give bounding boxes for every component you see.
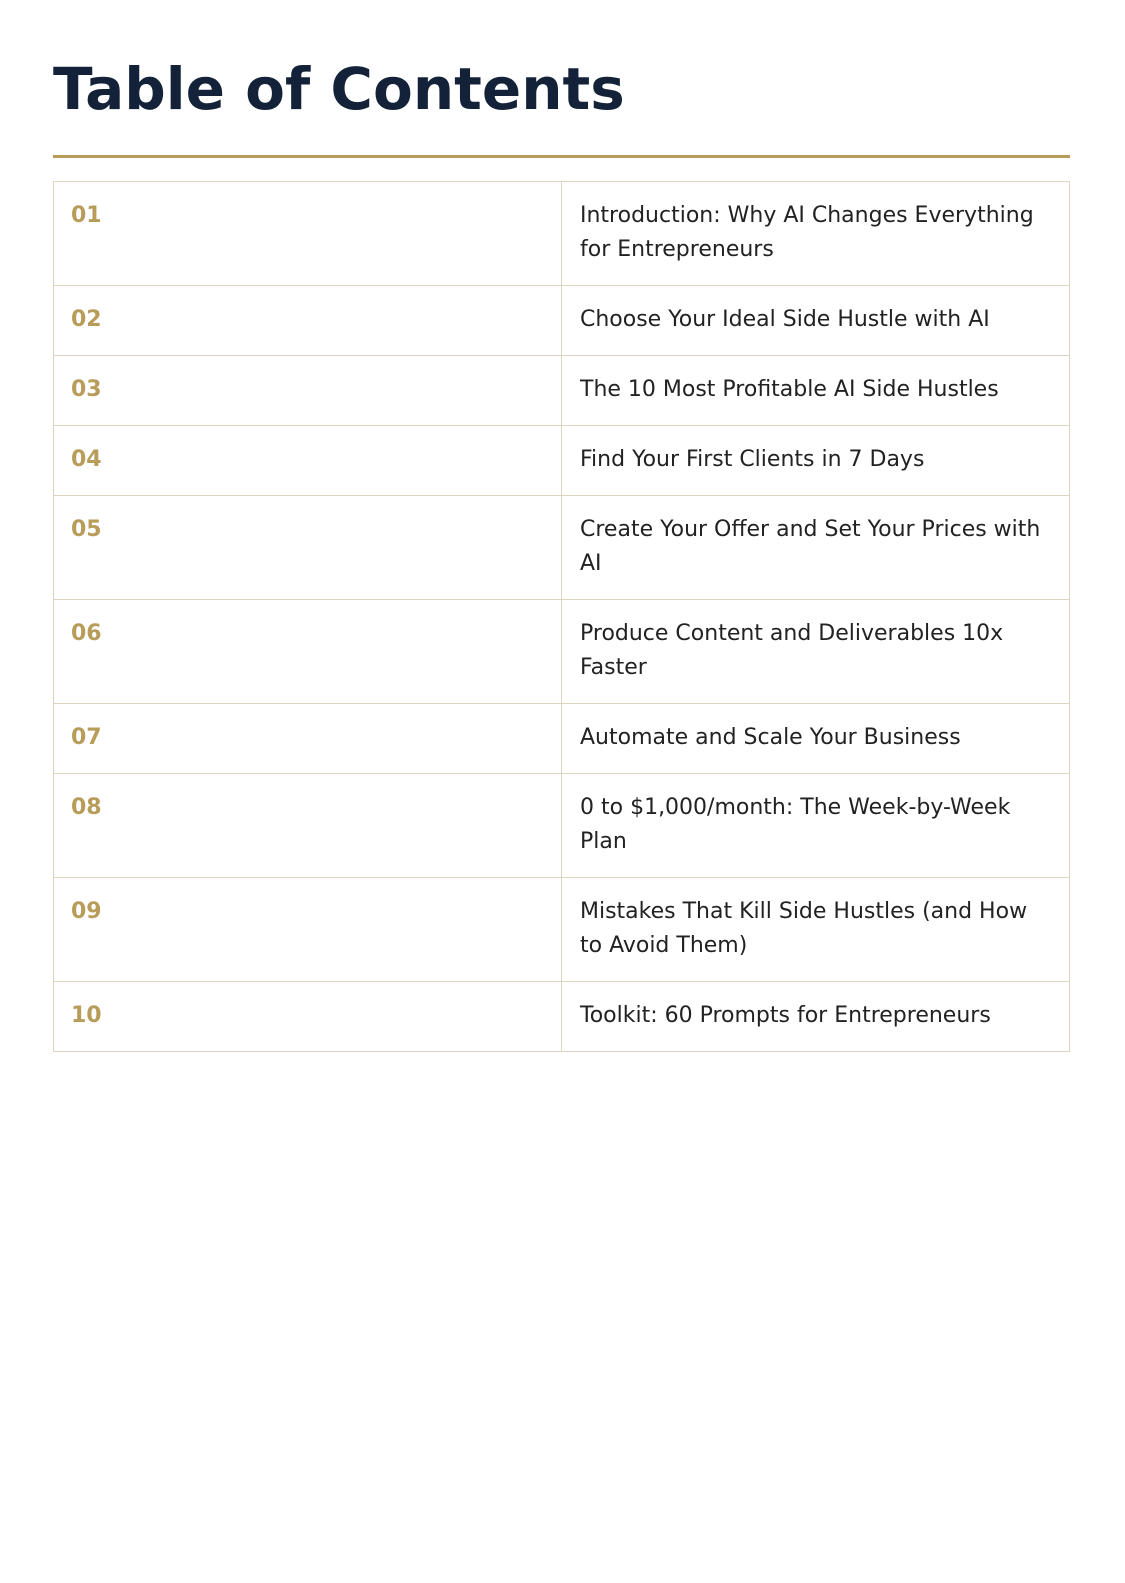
title-divider (53, 155, 1070, 158)
chapter-number: 06 (54, 600, 562, 704)
chapter-title: Create Your Offer and Set Your Prices with AI (562, 496, 1070, 600)
chapter-number: 04 (54, 426, 562, 496)
table-of-contents (53, 181, 1070, 1052)
chapter-title: Toolkit: 60 Prompts for Entrepreneurs (562, 982, 1070, 1052)
toc-row (54, 182, 1070, 286)
chapter-number: 08 (54, 774, 562, 878)
chapter-title: Introduction: Why AI Changes Everything for Entrepreneurs (562, 182, 1070, 286)
toc-row (54, 704, 1070, 774)
toc-row (54, 600, 1070, 704)
chapter-number: 05 (54, 496, 562, 600)
chapter-number: 01 (54, 182, 562, 286)
chapter-title: Find Your First Clients in 7 Days (562, 426, 1070, 496)
chapter-number: 03 (54, 356, 562, 426)
chapter-number: 10 (54, 982, 562, 1052)
chapter-number: 07 (54, 704, 562, 774)
page-title: Table of Contents (53, 55, 625, 123)
toc-row (54, 496, 1070, 600)
chapter-title: Choose Your Ideal Side Hustle with AI (562, 286, 1070, 356)
chapter-number: 02 (54, 286, 562, 356)
chapter-title: Automate and Scale Your Business (562, 704, 1070, 774)
toc-row (54, 286, 1070, 356)
chapter-number: 09 (54, 878, 562, 982)
chapter-title: The 10 Most Profitable AI Side Hustles (562, 356, 1070, 426)
toc-row (54, 982, 1070, 1052)
chapter-title: Mistakes That Kill Side Hustles (and How to Avoid Them) (562, 878, 1070, 982)
toc-row (54, 426, 1070, 496)
chapter-title: 0 to $1,000/month: The Week-by-Week Plan (562, 774, 1070, 878)
toc-row (54, 878, 1070, 982)
toc-row (54, 774, 1070, 878)
toc-row (54, 356, 1070, 426)
chapter-title: Produce Content and Deliverables 10x Faster (562, 600, 1070, 704)
